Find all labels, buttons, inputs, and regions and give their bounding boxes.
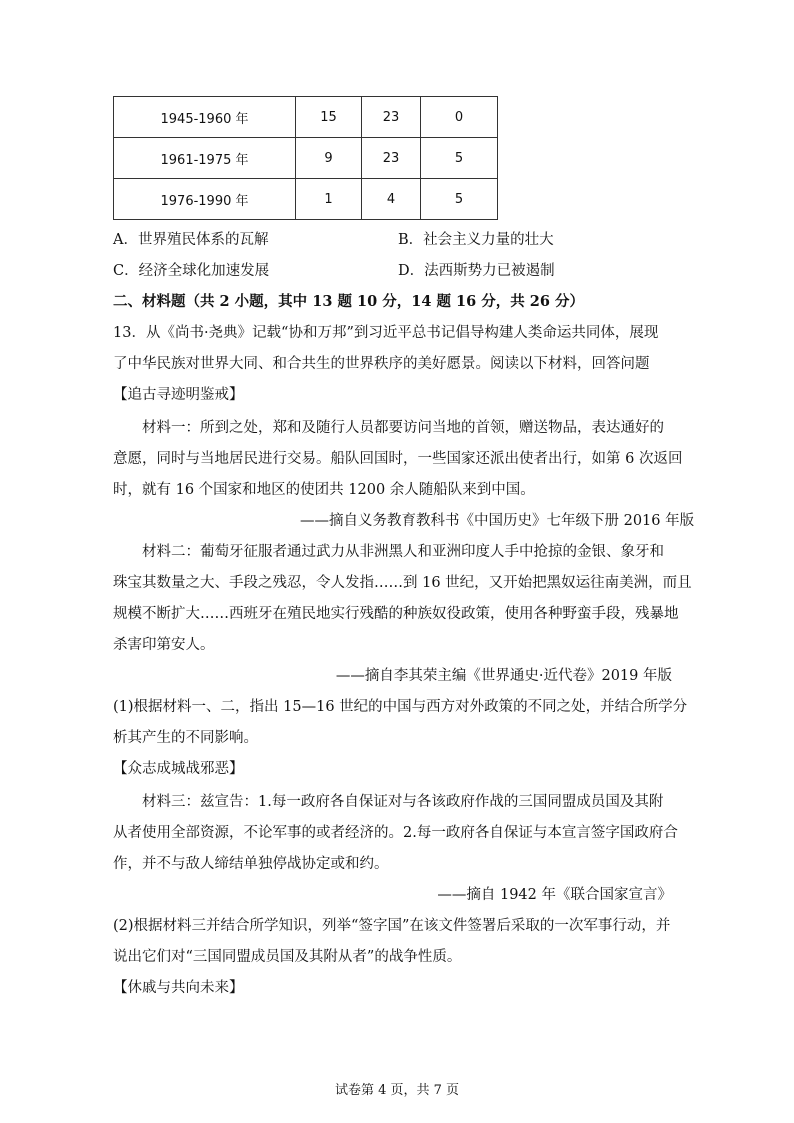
table-cell: 23 (362, 138, 421, 179)
material-3-text: 作，并不与敌人缔结单独停战协定或和约。 (113, 856, 389, 872)
subheading: 【休戚与共向未来】 (113, 980, 244, 996)
material-3-text: 从者使用全部资源，不论军事的或者经济的。2.每一政府各自保证与本宣言签字国政府合 (113, 825, 678, 841)
material-1-text: 意愿，同时与当地居民进行交易。船队回国时，一些国家还派出使者出行，如第 6 次返回 (113, 451, 683, 467)
table-cell: 23 (362, 97, 421, 138)
table-cell: 1961-1975 年 (114, 138, 296, 179)
table-row (114, 138, 498, 179)
question-13-intro: 13．从《尚书·尧典》记载“协和万邦”到习近平总书记倡导构建人类命运共同体，展现 (113, 325, 659, 341)
sub-question-2: (2)根据材料三并结合所学知识，列举“签字国”在该文件签署后采取的一次军事行动，并 (113, 918, 671, 934)
option-b: B．社会主义力量的壮大 (398, 232, 554, 248)
section-title: 二、材料题（共 2 小题，其中 13 题 10 分，14 题 16 分，共 26 分） (113, 293, 585, 310)
table-cell: 9 (296, 138, 362, 179)
table-cell: 5 (421, 179, 498, 220)
option-d: D．法西斯势力已被遏制 (398, 263, 555, 279)
table-cell: 1 (296, 179, 362, 220)
option-a: A．世界殖民体系的瓦解 (113, 232, 269, 248)
table-cell: 5 (421, 138, 498, 179)
table-row (114, 97, 498, 138)
data-table (113, 96, 498, 220)
table-cell: 4 (362, 179, 421, 220)
material-2-text: 材料二：葡萄牙征服者通过武力从非洲黑人和亚洲印度人手中抢掠的金银、象牙和 (142, 544, 664, 560)
material-1-source: ——摘自义务教育教科书《中国历史》七年级下册 2016 年版 (300, 513, 695, 529)
table-cell: 1945-1960 年 (114, 97, 296, 138)
subheading: 【追古寻迹明鉴戒】 (113, 387, 244, 403)
material-1-text: 材料一：所到之处，郑和及随行人员都要访问当地的首领，赠送物品，表达通好的 (142, 420, 664, 436)
material-3-source: ——摘自 1942 年《联合国家宣言》 (437, 887, 672, 903)
sub-question-1: (1)根据材料一、二，指出 15—16 世纪的中国与西方对外政策的不同之处，并结合所学分 (113, 699, 688, 715)
page-footer: 试卷第 4 页，共 7 页 (334, 1083, 460, 1098)
material-2-text: 杀害印第安人。 (113, 637, 215, 653)
table-cell: 0 (421, 97, 498, 138)
sub-question-2: 说出它们对“三国同盟成员国及其附从者”的战争性质。 (113, 949, 462, 965)
table-cell: 15 (296, 97, 362, 138)
sub-question-1: 析其产生的不同影响。 (113, 730, 258, 746)
material-2-text: 珠宝其数量之大、手段之残忍，令人发指……到 16 世纪，又开始把黑奴运往南美洲，而且 (113, 575, 692, 591)
subheading: 【众志成城战邪恶】 (113, 761, 244, 777)
question-13-intro: 了中华民族对世界大同、和合共生的世界秩序的美好愿景。阅读以下材料，回答问题 (113, 356, 650, 372)
table-cell: 1976-1990 年 (114, 179, 296, 220)
material-2-text: 规模不断扩大……西班牙在殖民地实行残酷的种族奴役政策，使用各种野蛮手段，残暴地 (113, 606, 679, 622)
material-1-text: 时，就有 16 个国家和地区的使团共 1200 余人随船队来到中国。 (113, 482, 535, 498)
material-3-text: 材料三：兹宣告：1.每一政府各自保证对与各该政府作战的三国同盟成员国及其附 (142, 794, 664, 810)
option-c: C．经济全球化加速发展 (113, 263, 270, 279)
material-2-source: ——摘自李其荣主编《世界通史·近代卷》2019 年版 (335, 668, 672, 684)
table-row (114, 179, 498, 220)
